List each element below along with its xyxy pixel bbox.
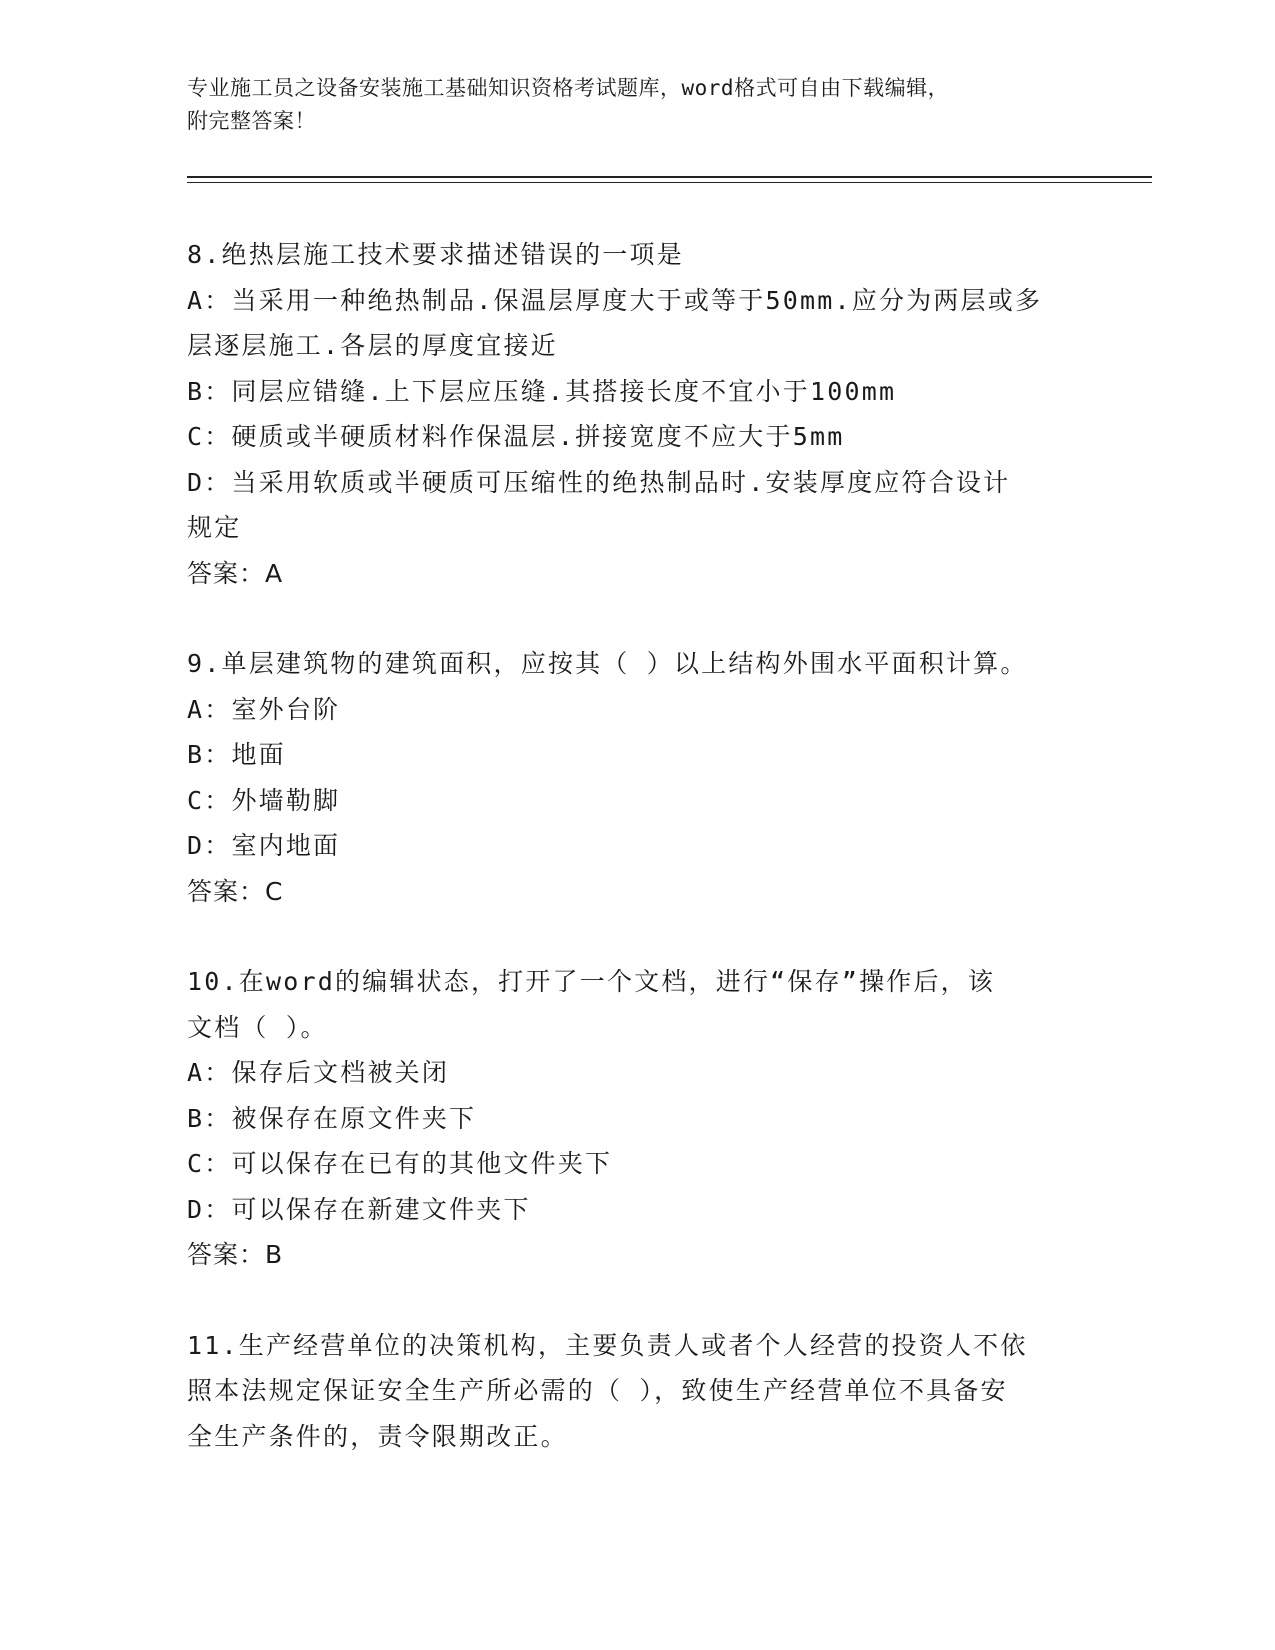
question-11-stem: 11.生产经营单位的决策机构，主要负责人或者个人经营的投资人不依: [187, 1330, 1028, 1360]
header-divider-thick: [187, 176, 1152, 178]
question-10-answer: 答案：B: [187, 1240, 284, 1269]
question-10: [187, 959, 1087, 1278]
question-8-option-b: B：同层应错缝.上下层应压缝.其搭接长度不宜小于100mm: [187, 376, 897, 406]
header-line-1: 专业施工员之设备安装施工基础知识资格考试题库，word格式可自由下载编辑，: [187, 76, 950, 100]
question-8-option-a-cont: 层逐层施工.各层的厚度宜接近: [187, 331, 558, 360]
question-11: [187, 1323, 1087, 1460]
question-9-answer: 答案：C: [187, 876, 284, 906]
question-8-option-d-cont: 规定: [187, 513, 242, 542]
question-8-option-d: D：当采用软质或半硬质可压缩性的绝热制品时.安装厚度应符合设计: [187, 467, 1011, 497]
question-10-option-a: A：保存后文档被关闭: [187, 1058, 450, 1087]
question-9-option-c: C：外墙勒脚: [187, 785, 341, 815]
question-8-option-a: A：当采用一种绝热制品.保温层厚度大于或等于50mm.应分为两层或多: [187, 285, 1043, 315]
question-10-stem: 10.在word的编辑状态，打开了一个文档，进行“保存”操作后，该: [187, 967, 996, 996]
question-11-stem-cont-2: 全生产条件的，责令限期改正。: [187, 1421, 568, 1451]
question-list: [187, 232, 1087, 1504]
question-11-stem-cont-1: 照本法规定保证安全生产所必需的（ ），致使生产经营单位不具备安: [187, 1376, 1008, 1405]
question-10-option-c: C：可以保存在已有的其他文件夹下: [187, 1149, 613, 1178]
header-line-2: 附完整答案！: [187, 109, 316, 133]
question-10-option-d: D：可以保存在新建文件夹下: [187, 1194, 531, 1224]
question-9: [187, 641, 1087, 914]
question-9-option-a: A：室外台阶: [187, 694, 341, 724]
question-9-option-b: B：地面: [187, 740, 286, 769]
question-8-option-c: C：硬质或半硬质材料作保温层.拼接宽度不应大于5mm: [187, 422, 845, 451]
question-10-option-b: B：被保存在原文件夹下: [187, 1103, 477, 1133]
question-8-answer: 答案：A: [187, 558, 284, 588]
document-header: [187, 72, 1087, 138]
question-10-stem-cont: 文档（ ）。: [187, 1012, 328, 1042]
question-9-stem: 9.单层建筑物的建筑面积，应按其（ ）以上结构外围水平面积计算。: [187, 649, 1028, 678]
header-divider-thin: [187, 182, 1152, 183]
question-8: [187, 232, 1087, 596]
question-9-option-d: D：室内地面: [187, 831, 341, 860]
question-8-stem: 8.绝热层施工技术要求描述错误的一项是: [187, 240, 684, 269]
